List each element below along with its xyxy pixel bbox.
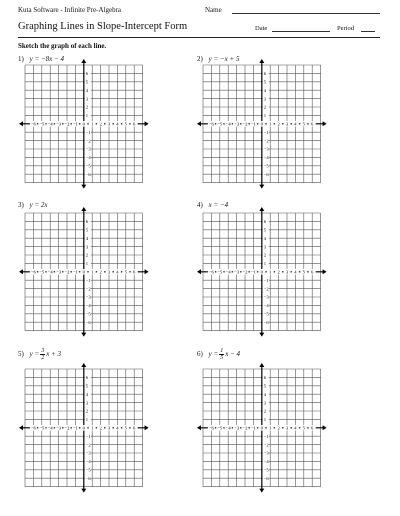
y-tick-label: 5 <box>263 79 267 85</box>
y-tick-label: −3 <box>85 450 91 456</box>
worksheet-title: Graphing Lines in Slope-Intercept Form <box>18 21 188 32</box>
problem-equation: y = $\frac{3}{2}$ x + 3 <box>29 348 62 361</box>
y-tick-label: −3 <box>263 294 269 300</box>
y-tick-label: 4 <box>263 235 267 241</box>
x-tick-label: 4 <box>116 425 119 431</box>
y-tick-label: −1 <box>263 277 269 283</box>
y-tick-label: 5 <box>85 383 89 389</box>
y-tick-label: 4 <box>263 87 267 93</box>
x-tick-label: 2 <box>277 425 280 431</box>
axis-arrow-icon <box>19 269 23 274</box>
x-tick-label: −3 <box>56 269 62 275</box>
x-tick-label: −2 <box>242 269 248 275</box>
axis-arrow-icon <box>19 121 23 126</box>
x-tick-label: 2 <box>277 121 280 127</box>
axis-arrow-icon <box>323 269 327 274</box>
x-tick-label: −6 <box>30 121 36 127</box>
y-tick-label: 3 <box>263 96 267 102</box>
x-tick-label: 5 <box>302 425 305 431</box>
y-tick-label: −5 <box>263 467 269 473</box>
axis-arrow-icon <box>323 121 327 126</box>
y-tick-label: −6 <box>263 171 269 177</box>
y-tick-label: 3 <box>263 400 267 406</box>
y-tick-label: −6 <box>85 319 91 325</box>
axis-arrow-icon <box>259 363 264 367</box>
x-tick-label: −5 <box>39 121 45 127</box>
x-tick-label: 4 <box>294 121 297 127</box>
x-tick-label: 6 <box>311 121 314 127</box>
y-tick-label: −3 <box>263 450 269 456</box>
x-tick-label: −4 <box>225 425 231 431</box>
y-tick-label: 2 <box>263 408 267 414</box>
x-tick-label: 1 <box>269 121 272 127</box>
x-tick-label: 2 <box>99 121 102 127</box>
y-tick-label: 4 <box>263 391 267 397</box>
axis-arrow-icon <box>81 59 86 63</box>
axis-arrow-icon <box>197 425 201 430</box>
y-tick-label: 2 <box>263 104 267 110</box>
instructions: Sketch the graph of each line. <box>18 42 107 50</box>
x-tick-label: −5 <box>217 425 223 431</box>
x-tick-label: −5 <box>217 121 223 127</box>
x-tick-label: −6 <box>30 425 36 431</box>
x-tick-label: −4 <box>225 269 231 275</box>
axis-arrow-icon <box>81 363 86 367</box>
y-tick-label: 1 <box>85 113 89 119</box>
x-tick-label: −1 <box>72 425 78 431</box>
x-tick-label: −2 <box>64 121 70 127</box>
problem-number: 4) <box>197 201 203 209</box>
x-tick-label: 1 <box>269 425 272 431</box>
problem-label <box>18 201 48 209</box>
x-tick-label: 1 <box>269 269 272 275</box>
y-tick-label: 5 <box>85 79 89 85</box>
coordinate-grid[interactable] <box>22 62 142 182</box>
y-tick-label: −2 <box>85 138 91 144</box>
grid-group <box>197 363 327 493</box>
problem-equation: y = −8x − 4 <box>29 55 64 63</box>
y-tick-label: 2 <box>85 408 89 414</box>
axis-arrow-icon <box>259 207 264 211</box>
y-tick-label: −4 <box>263 303 269 309</box>
x-tick-label: −5 <box>39 269 45 275</box>
y-tick-label: 6 <box>85 71 89 77</box>
y-tick-label: 1 <box>85 261 89 267</box>
coordinate-grid[interactable] <box>22 366 142 486</box>
y-tick-label: −2 <box>85 286 91 292</box>
y-tick-label: 3 <box>85 96 89 102</box>
x-tick-label: 6 <box>133 425 136 431</box>
y-tick-label: 1 <box>263 261 267 267</box>
x-tick-label: 2 <box>277 269 280 275</box>
y-tick-label: 6 <box>263 71 267 77</box>
date-field-line[interactable] <box>272 31 330 32</box>
date-label: Date <box>255 25 268 32</box>
y-tick-label: −1 <box>263 433 269 439</box>
x-tick-label: 0 <box>82 425 85 431</box>
y-tick-label: −1 <box>85 129 91 135</box>
y-tick-label: 2 <box>263 252 267 258</box>
x-tick-label: −2 <box>242 121 248 127</box>
x-tick-label: 3 <box>107 269 111 275</box>
y-tick-label: −4 <box>263 155 269 161</box>
period-field-line[interactable] <box>361 31 375 32</box>
y-tick-label: 3 <box>263 244 267 250</box>
y-tick-label: 3 <box>85 400 89 406</box>
x-tick-label: 6 <box>311 425 314 431</box>
axis-arrow-icon <box>259 59 264 63</box>
x-tick-label: 3 <box>285 269 289 275</box>
x-tick-label: 2 <box>99 425 102 431</box>
y-tick-label: −5 <box>85 467 91 473</box>
y-tick-label: −6 <box>85 475 91 481</box>
y-tick-label: 4 <box>85 235 89 241</box>
problem-equation: x = −4 <box>208 201 229 209</box>
y-tick-label: −2 <box>263 442 269 448</box>
problem-label <box>197 201 228 209</box>
x-tick-label: −2 <box>242 425 248 431</box>
x-tick-label: −1 <box>72 269 78 275</box>
coordinate-grid[interactable] <box>200 210 320 330</box>
axis-arrow-icon <box>81 333 86 337</box>
y-tick-label: 6 <box>263 219 267 225</box>
x-tick-label: 6 <box>311 269 314 275</box>
axis-arrow-icon <box>323 425 327 430</box>
grid-group <box>19 363 149 493</box>
x-tick-label: −4 <box>225 121 231 127</box>
x-tick-label: 0 <box>260 269 263 275</box>
y-tick-label: 3 <box>85 244 89 250</box>
x-tick-label: −2 <box>64 269 70 275</box>
y-tick-label: 5 <box>263 227 267 233</box>
software-credit: Kuta Software - Infinite Pre-Algebra <box>18 6 122 14</box>
grid-group <box>19 59 149 189</box>
coordinate-grid[interactable] <box>22 210 142 330</box>
y-tick-label: 1 <box>85 417 89 423</box>
x-tick-label: −3 <box>234 269 240 275</box>
problem-equation: y = $\frac{1}{5}$ x − 4 <box>208 348 241 361</box>
y-tick-label: 4 <box>85 87 89 93</box>
axis-arrow-icon <box>145 425 149 430</box>
x-tick-label: 5 <box>124 425 127 431</box>
axis-arrow-icon <box>259 185 264 189</box>
x-tick-label: 5 <box>124 269 127 275</box>
x-tick-label: 5 <box>302 269 305 275</box>
axis-arrow-icon <box>197 121 201 126</box>
x-tick-label: −3 <box>234 121 240 127</box>
x-tick-label: −1 <box>250 121 256 127</box>
x-tick-label: 4 <box>294 425 297 431</box>
coordinate-grid[interactable] <box>200 62 320 182</box>
x-tick-label: 3 <box>107 425 111 431</box>
y-tick-label: 6 <box>85 219 89 225</box>
problem-number: 3) <box>18 201 24 209</box>
y-tick-label: −5 <box>263 311 269 317</box>
y-tick-label: 2 <box>85 104 89 110</box>
y-tick-label: −5 <box>263 163 269 169</box>
problem-number: 5) <box>18 350 24 359</box>
y-tick-label: 2 <box>85 252 89 258</box>
x-tick-label: −4 <box>47 121 53 127</box>
x-tick-label: −1 <box>250 269 256 275</box>
y-tick-label: −6 <box>263 319 269 325</box>
header-divider <box>18 37 380 38</box>
x-tick-label: 4 <box>116 269 119 275</box>
x-tick-label: −6 <box>208 269 214 275</box>
x-tick-label: 5 <box>124 121 127 127</box>
problem-equation: y = 2x <box>29 201 48 209</box>
x-tick-label: 6 <box>133 121 136 127</box>
axis-arrow-icon <box>81 207 86 211</box>
x-tick-label: 0 <box>260 121 263 127</box>
y-tick-label: −4 <box>85 459 91 465</box>
axis-arrow-icon <box>145 121 149 126</box>
x-tick-label: 1 <box>91 425 94 431</box>
y-tick-label: 5 <box>85 227 89 233</box>
name-field-line[interactable] <box>232 13 380 14</box>
axis-arrow-icon <box>259 333 264 337</box>
y-tick-label: −2 <box>85 442 91 448</box>
problem-label <box>197 348 240 361</box>
y-tick-label: −3 <box>263 146 269 152</box>
problem-number: 2) <box>197 55 203 63</box>
x-tick-label: −4 <box>47 425 53 431</box>
x-tick-label: −6 <box>208 425 214 431</box>
y-tick-label: 1 <box>263 113 267 119</box>
x-tick-label: 3 <box>285 425 289 431</box>
x-tick-label: 3 <box>285 121 289 127</box>
x-tick-label: −3 <box>56 121 62 127</box>
axis-arrow-icon <box>145 269 149 274</box>
coordinate-grid[interactable] <box>200 366 320 486</box>
axis-arrow-icon <box>81 185 86 189</box>
y-tick-label: 5 <box>263 383 267 389</box>
fraction: $\frac{3}{2}$ <box>41 348 45 361</box>
period-label: Period <box>337 25 354 32</box>
y-tick-label: −5 <box>85 163 91 169</box>
problem-number: 6) <box>197 350 203 359</box>
fraction: $\frac{1}{5}$ <box>220 348 224 361</box>
y-tick-label: 1 <box>263 417 267 423</box>
x-tick-label: 1 <box>91 269 94 275</box>
problem-equation: y = −x + 5 <box>208 55 240 63</box>
x-tick-label: −1 <box>72 121 78 127</box>
x-tick-label: −3 <box>234 425 240 431</box>
grid-group <box>197 207 327 337</box>
y-tick-label: −3 <box>85 294 91 300</box>
y-tick-label: 6 <box>85 375 89 381</box>
x-tick-label: 6 <box>133 269 136 275</box>
grid-group <box>197 59 327 189</box>
axis-arrow-icon <box>81 489 86 493</box>
x-tick-label: −2 <box>64 425 70 431</box>
x-tick-label: 1 <box>91 121 94 127</box>
y-tick-label: −1 <box>263 129 269 135</box>
x-tick-label: 4 <box>116 121 119 127</box>
y-tick-label: −2 <box>263 286 269 292</box>
x-tick-label: −5 <box>39 425 45 431</box>
x-tick-label: −4 <box>47 269 53 275</box>
x-tick-label: −6 <box>208 121 214 127</box>
x-tick-label: 2 <box>99 269 102 275</box>
x-tick-label: −5 <box>217 269 223 275</box>
x-tick-label: 0 <box>82 269 85 275</box>
problem-label <box>18 348 61 361</box>
y-tick-label: −6 <box>263 475 269 481</box>
problem-number: 1) <box>18 55 24 63</box>
y-tick-label: 4 <box>85 391 89 397</box>
x-tick-label: −6 <box>30 269 36 275</box>
x-tick-label: −3 <box>56 425 62 431</box>
axis-arrow-icon <box>259 489 264 493</box>
y-tick-label: −4 <box>85 155 91 161</box>
y-tick-label: −5 <box>85 311 91 317</box>
axis-arrow-icon <box>19 425 23 430</box>
grid-group <box>19 207 149 337</box>
x-tick-label: 3 <box>107 121 111 127</box>
y-tick-label: −4 <box>85 303 91 309</box>
name-label: Name <box>205 6 222 14</box>
x-tick-label: 0 <box>82 121 85 127</box>
x-tick-label: −1 <box>250 425 256 431</box>
y-tick-label: 6 <box>263 375 267 381</box>
axis-arrow-icon <box>197 269 201 274</box>
y-tick-label: −6 <box>85 171 91 177</box>
y-tick-label: −3 <box>85 146 91 152</box>
x-tick-label: 0 <box>260 425 263 431</box>
y-tick-label: −2 <box>263 138 269 144</box>
x-tick-label: 4 <box>294 269 297 275</box>
x-tick-label: 5 <box>302 121 305 127</box>
y-tick-label: −1 <box>85 277 91 283</box>
y-tick-label: −1 <box>85 433 91 439</box>
y-tick-label: −4 <box>263 459 269 465</box>
